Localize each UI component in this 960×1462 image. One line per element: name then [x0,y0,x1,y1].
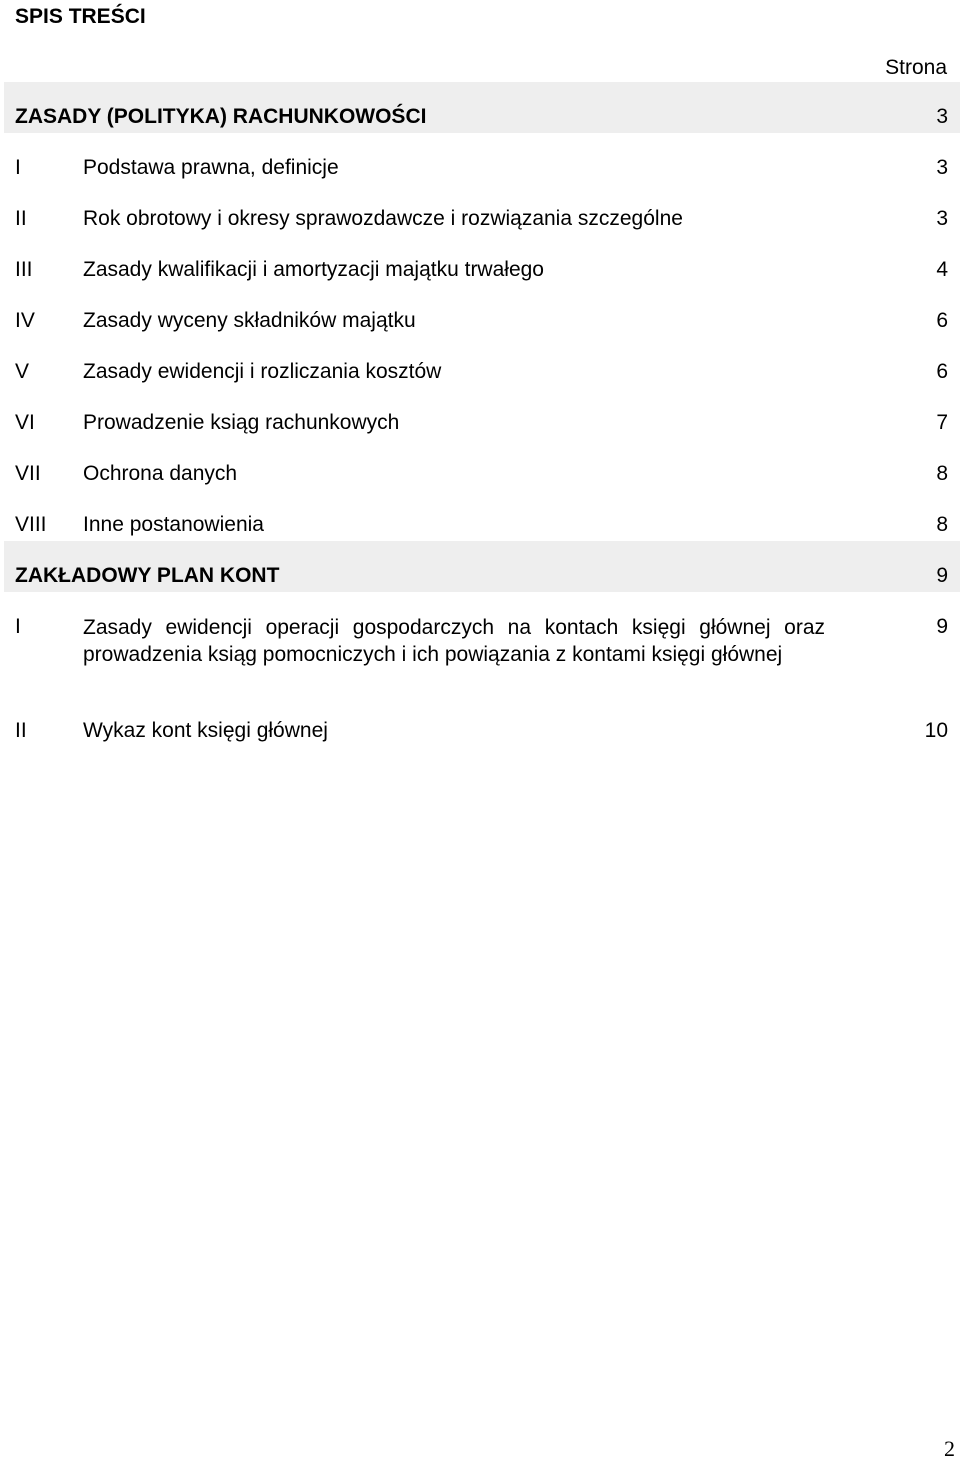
toc-item-title: Wykaz kont księgi głównej [83,719,328,742]
toc-item-number: III [15,258,33,281]
toc-row[interactable] [4,696,960,747]
toc-page-number: 10 [924,719,948,742]
toc-page-number: 7 [936,411,948,434]
toc-section-row[interactable] [4,82,960,133]
toc-page-number: 9 [936,564,948,587]
toc-page-number: 3 [936,105,948,128]
toc-row[interactable] [4,439,960,490]
toc-item-title: Zasady wyceny składników majątku [83,309,416,332]
toc-row[interactable] [4,184,960,235]
toc-item-number: VII [15,462,41,485]
toc-item-title: Prowadzenie ksiąg rachunkowych [83,411,400,434]
toc-item-number: IV [15,309,35,332]
toc-row[interactable] [4,133,960,184]
toc-item-number: II [15,719,27,742]
toc-row[interactable] [4,337,960,388]
page-number: 2 [944,1436,955,1461]
toc-item-number: VIII [15,513,47,536]
toc-page-number: 9 [936,615,948,638]
toc-page-number: 3 [936,156,948,179]
document-title: SPIS TREŚCI [15,5,146,28]
toc-page-number: 6 [936,360,948,383]
toc-page-number: 8 [936,462,948,485]
toc-row[interactable] [4,592,960,696]
toc-item-title: Rok obrotowy i okresy sprawozdawcze i rozwiązania szczególne [83,207,683,230]
toc-item-number: VI [15,411,35,434]
toc-section-title: ZASADY (POLITYKA) RACHUNKOWOŚCI [15,105,427,128]
page-column-label: Strona [885,56,947,79]
toc-item-title: Zasady kwalifikacji i amortyzacji majątku trwałego [83,258,544,281]
toc-item-number: I [15,615,21,638]
toc-item-title: Zasady ewidencji operacji gospodarczych na kontach księgi głównej oraz prowadzenia ksiąg pomocniczych i ich powiązania z kontami księgi głównej [83,616,825,666]
toc-section-row[interactable] [4,541,960,592]
toc-page-number: 6 [936,309,948,332]
toc-section-title: ZAKŁADOWY PLAN KONT [15,564,280,587]
toc-item-number: II [15,207,27,230]
toc-row[interactable] [4,388,960,439]
toc-item-title: Zasady ewidencji i rozliczania kosztów [83,360,442,383]
toc-page-number: 3 [936,207,948,230]
toc-item-number: V [15,360,30,383]
toc-item-number: I [15,156,21,179]
toc-item-title: Ochrona danych [83,462,238,485]
toc-page-number: 8 [936,513,948,536]
toc-item-title: Inne postanowienia [83,513,264,536]
toc-row[interactable] [4,490,960,541]
toc-row[interactable] [4,286,960,337]
table-of-contents [4,82,960,747]
toc-page-number: 4 [936,258,948,281]
toc-item-title: Podstawa prawna, definicje [83,156,339,179]
toc-row[interactable] [4,235,960,286]
